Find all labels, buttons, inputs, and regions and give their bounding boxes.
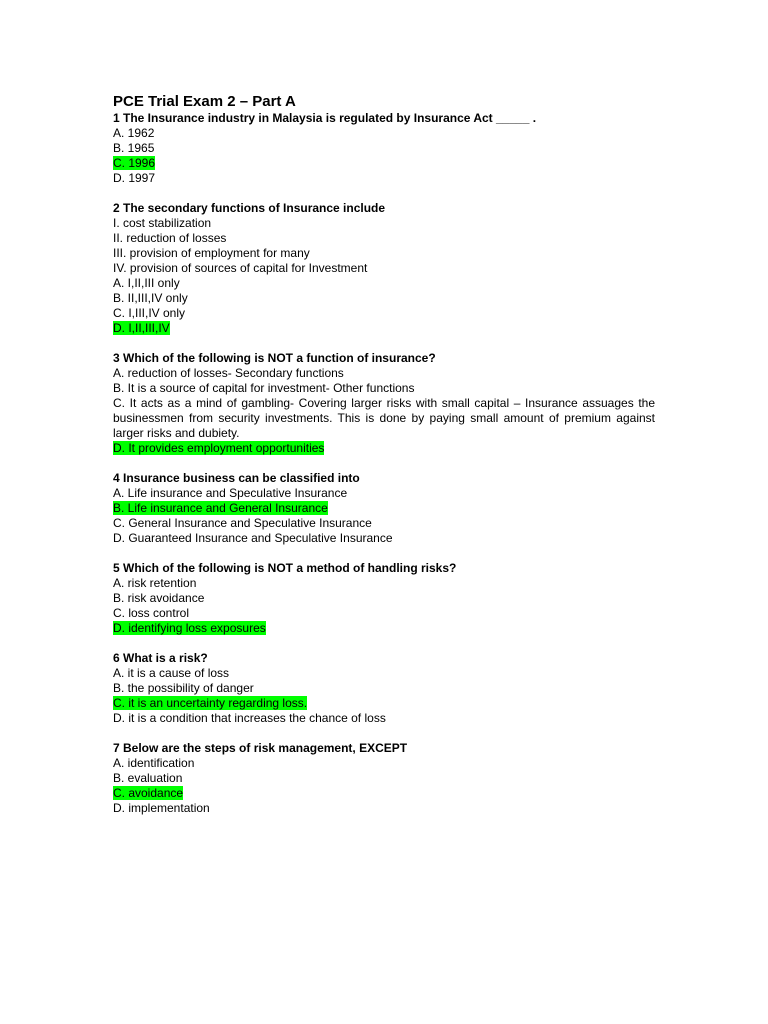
question-text: 3 Which of the following is NOT a function of insurance? xyxy=(113,351,436,365)
answer-option xyxy=(113,396,659,441)
answer-option xyxy=(113,606,655,621)
option-label: A. I,II,III only xyxy=(113,276,180,290)
option-label: D. I,II,III,IV xyxy=(113,321,170,335)
answer-option-correct xyxy=(113,621,655,636)
question-1 xyxy=(113,111,655,186)
statement-item: II. reduction of losses xyxy=(113,231,227,245)
answer-option xyxy=(113,666,655,681)
answer-option xyxy=(113,381,655,396)
statement-item: IV. provision of sources of capital for Investment xyxy=(113,261,368,275)
question-text: 5 Which of the following is NOT a method of handling risks? xyxy=(113,561,457,575)
question-text: 4 Insurance business can be classified into xyxy=(113,471,360,485)
option-label: D. identifying loss exposures xyxy=(113,621,266,635)
option-label: D. implementation xyxy=(113,801,210,815)
option-label: A. Life insurance and Speculative Insurance xyxy=(113,486,348,500)
question-5 xyxy=(113,561,655,636)
answer-option xyxy=(113,486,655,501)
answer-option xyxy=(113,276,655,291)
option-label: B. the possibility of danger xyxy=(113,681,254,695)
answer-option xyxy=(113,171,655,186)
question-text: 2 The secondary functions of Insurance include xyxy=(113,201,386,215)
option-label: B. It is a source of capital for investment- Other functions xyxy=(113,381,415,395)
answer-option xyxy=(113,681,655,696)
option-label: A. risk retention xyxy=(113,576,197,590)
answer-option-correct xyxy=(113,696,655,711)
answer-option xyxy=(113,771,655,786)
answer-option xyxy=(113,711,655,726)
question-3 xyxy=(113,351,659,456)
question-text: 6 What is a risk? xyxy=(113,651,208,665)
option-label: C. 1996 xyxy=(113,156,156,170)
option-label: B. Life insurance and General Insurance xyxy=(113,501,328,515)
statement-item: I. cost stabilization xyxy=(113,216,212,230)
question-7 xyxy=(113,741,655,816)
option-label: D. 1997 xyxy=(113,171,156,185)
answer-option xyxy=(113,306,655,321)
question-text: 7 Below are the steps of risk management, EXCEPT xyxy=(113,741,408,755)
answer-option xyxy=(113,531,655,546)
question-6 xyxy=(113,651,655,726)
option-label: C. avoidance xyxy=(113,786,184,800)
option-label: C. I,III,IV only xyxy=(113,306,186,320)
answer-option xyxy=(113,126,655,141)
answer-option xyxy=(113,756,655,771)
option-label: B. II,III,IV only xyxy=(113,291,188,305)
answer-option-correct xyxy=(113,786,655,801)
answer-option xyxy=(113,576,655,591)
option-label: C. It acts as a mind of gambling- Covering larger risks with small capital – Insurance assuages the businessmen from security investments. This is done by paying small amount of premium against larger risks and dubiety. xyxy=(113,396,659,440)
option-label: A. 1962 xyxy=(113,126,155,140)
answer-option-correct xyxy=(113,156,655,171)
answer-option xyxy=(113,591,655,606)
option-label: C. loss control xyxy=(113,606,190,620)
option-label: B. 1965 xyxy=(113,141,155,155)
answer-option-correct xyxy=(113,441,655,456)
option-label: A. reduction of losses- Secondary functions xyxy=(113,366,344,380)
option-label: A. it is a cause of loss xyxy=(113,666,230,680)
answer-option xyxy=(113,141,655,156)
option-label: A. identification xyxy=(113,756,195,770)
option-label: D. it is a condition that increases the chance of loss xyxy=(113,711,386,725)
answer-option xyxy=(113,516,655,531)
exam-page xyxy=(113,93,659,816)
question-2 xyxy=(113,201,655,336)
option-label: C. General Insurance and Speculative Insurance xyxy=(113,516,372,530)
question-4 xyxy=(113,471,655,546)
option-label: D. It provides employment opportunities xyxy=(113,441,325,455)
answer-option xyxy=(113,366,655,381)
document-title: PCE Trial Exam 2 – Part A xyxy=(113,93,296,110)
answer-option-correct xyxy=(113,321,655,336)
question-text: 1 The Insurance industry in Malaysia is regulated by Insurance Act _____ . xyxy=(113,111,537,125)
option-label: D. Guaranteed Insurance and Speculative Insurance xyxy=(113,531,393,545)
answer-option xyxy=(113,801,655,816)
answer-option-correct xyxy=(113,501,655,516)
option-label: B. evaluation xyxy=(113,771,183,785)
answer-option xyxy=(113,291,655,306)
statement-item: III. provision of employment for many xyxy=(113,246,310,260)
option-label: B. risk avoidance xyxy=(113,591,205,605)
question-list xyxy=(113,111,659,816)
option-label: C. it is an uncertainty regarding loss. xyxy=(113,696,308,710)
